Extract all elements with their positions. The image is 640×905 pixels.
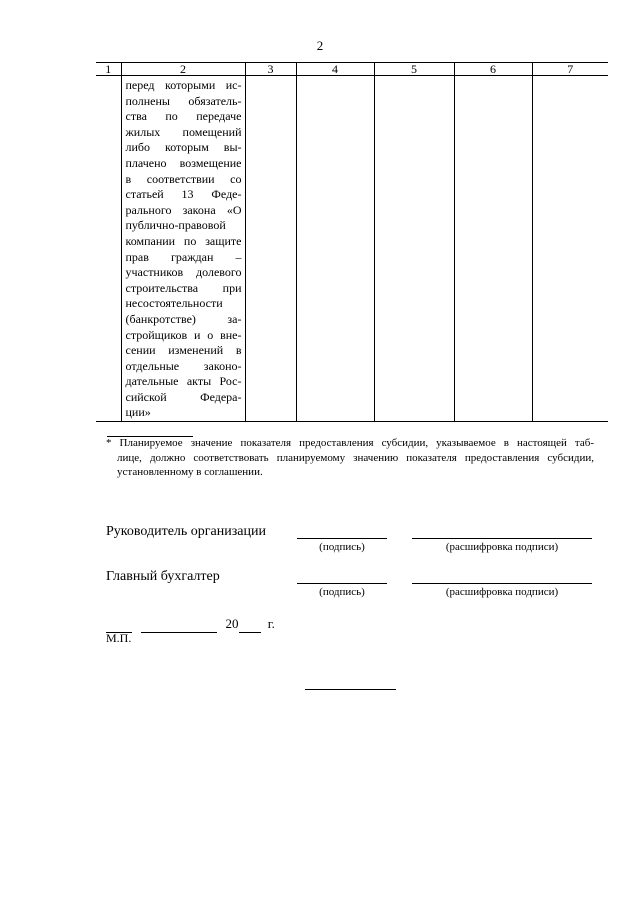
head-signature-caption: (подпись) [319, 541, 365, 553]
column-header-2: 2 [121, 63, 245, 76]
description-line: полнены обязатель- [125, 93, 242, 108]
table-cell-5 [374, 76, 454, 422]
table-cell-7 [532, 76, 608, 422]
page-number: 2 [316, 38, 324, 53]
head-decoding-line[interactable] [412, 538, 592, 539]
accountant-decoding-line[interactable] [412, 583, 592, 584]
table-cell-3 [245, 76, 296, 422]
description-line: дательные акты Рос- [125, 374, 242, 389]
year-blank[interactable] [239, 616, 261, 633]
column-header-1: 1 [96, 63, 121, 76]
month-blank[interactable] [141, 616, 217, 633]
accountant-signature-line[interactable] [297, 583, 387, 584]
stamp-place-label: М.П. [106, 631, 132, 645]
footnote [106, 436, 594, 480]
description-line: публично-правовой [125, 218, 226, 233]
footnote-line: установленному в соглашении. [117, 466, 263, 478]
table-cell-1 [96, 76, 121, 422]
table-header-row [96, 63, 608, 76]
description-line: несостоятельности [125, 296, 223, 311]
description-line: рального закона «О [125, 202, 242, 217]
description-line: стройщиков и о вне- [125, 327, 242, 342]
description-line: строительства при [125, 280, 242, 295]
century-text: 20 [225, 616, 239, 631]
chief-accountant-label: Главный бухгалтер [106, 569, 220, 584]
column-header-4: 4 [296, 63, 374, 76]
description-line: прав граждан – [125, 249, 242, 264]
indicator-table [96, 62, 608, 422]
description-line: сении изменений в [125, 343, 242, 358]
description-line: ции» [125, 405, 151, 420]
description-line: статьей 13 Феде- [125, 187, 242, 202]
description-line: ства по передаче [125, 109, 242, 124]
indicator-description-cell [121, 76, 245, 422]
description-line: компании по защите [125, 233, 242, 248]
column-header-5: 5 [374, 63, 454, 76]
accountant-decoding-caption: (расшифровка подписи) [445, 586, 559, 598]
table-cell-6 [454, 76, 532, 422]
year-suffix: г. [267, 616, 275, 631]
footnote-line: * Планируемое значение показателя предоставления субсидии, указываемое в настоящей таб- [106, 437, 594, 449]
description-line: жилых помещений [125, 124, 242, 139]
description-line: перед которыми ис- [125, 78, 242, 92]
head-signature-line[interactable] [297, 538, 387, 539]
description-line: либо которым вы- [125, 140, 242, 155]
column-header-3: 3 [245, 63, 296, 76]
footnote-line: лице, должно соответствовать планируемому значению показателя предоставления субсидии, [117, 451, 594, 464]
head-decoding-caption: (расшифровка подписи) [445, 541, 559, 553]
description-line: в соответствии со [125, 171, 242, 186]
description-line: сийской Федера- [125, 389, 242, 404]
description-line: плачено возмещение [125, 155, 242, 170]
column-header-7: 7 [532, 63, 608, 76]
description-line: (банкротстве) за- [125, 311, 242, 326]
table-row [96, 76, 608, 422]
head-of-organization-label: Руководитель организации [106, 524, 266, 539]
accountant-signature-caption: (подпись) [319, 586, 365, 598]
end-of-document-rule [305, 689, 396, 690]
description-line: отдельные законо- [125, 358, 242, 373]
description-line: участников долевого [125, 265, 242, 280]
column-header-6: 6 [454, 63, 532, 76]
table-cell-4 [296, 76, 374, 422]
